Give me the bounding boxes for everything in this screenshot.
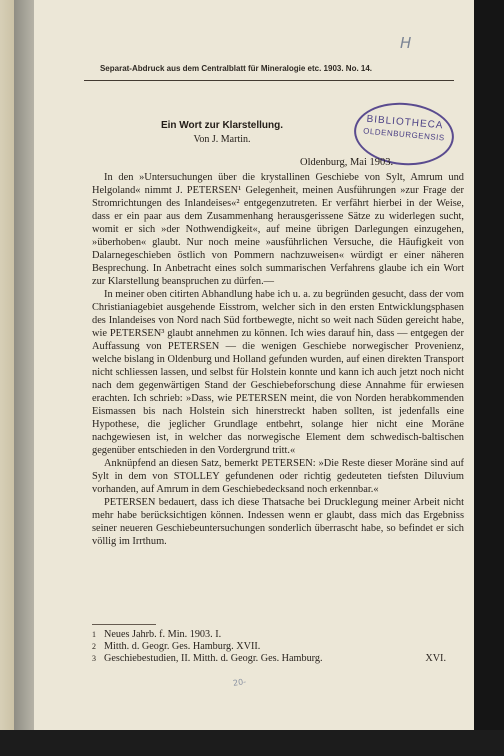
dateline: Oldenburg, Mai 1903. bbox=[300, 157, 394, 168]
pencil-annotation-bottom: 20- bbox=[232, 677, 247, 688]
footnotes bbox=[92, 629, 464, 665]
footnote-text: Mitth. d. Geogr. Ges. Hamburg. XVII. bbox=[104, 641, 261, 652]
pencil-annotation-top: H bbox=[400, 34, 412, 52]
book-spine bbox=[14, 0, 34, 730]
article-title: Ein Wort zur Klarstellung. bbox=[160, 120, 284, 131]
stamp-line-2: OLDENBURGENSIS bbox=[362, 126, 446, 143]
paragraph-3: Anknüpfend an diesen Satz, bemerkt PETERSEN: »Die Reste dieser Moräne sind auf Sylt in dem von STOLLEY gefundenen oder richtig gedeuteten tiefsten Diluvium vorhanden, auf Amrum in dem Geschiebedecksand noch erkennbar.« bbox=[92, 458, 464, 495]
stamp-line-1: BIBLIOTHECA bbox=[366, 113, 444, 132]
footnote-number: 3 bbox=[92, 654, 96, 663]
footnote-1 bbox=[92, 629, 464, 641]
paragraph-1: In den »Untersuchungen über die krystallinen Geschiebe von Sylt, Amrum und Helgoland« nimmt J. PETERSEN¹ Gelegenheit, meinen Ausführungen »zur Frage der Stromrichtungen des Inlandeises«² entgegenzutreten. Er verfährt hierbei in der Weise, dass er ein paar aus dem Zusammenhang herausgerissene Sätze zu widerlegen sucht, womit er sich »der Nothwendigkeit«, auf meine übrigen Darlegungen einzugehen, »überhoben« glaubt. Nur noch meine »ausführlichen Versuche, die Häufigkeit von Dalarnegeschieben östlich von Pommern nachzuweisen« würdigt er einer näheren Besprechung. In Anbetracht eines solch summarischen Verfahrens glaube ich ein Wort zur Klarstellung beanspruchen zu dürfen.— bbox=[92, 172, 464, 287]
scan-background-bottom bbox=[0, 730, 504, 756]
scan-background-right bbox=[474, 0, 504, 756]
scan-background-left bbox=[0, 0, 14, 756]
paragraph-2: In meiner oben citirten Abhandlung habe ich u. a. zu begründen gesucht, dass der vom Christianiagebiet ausgehende Eisstrom, welcher sich in den ersten Entwicklungsphasen des Inlandeises von Nord nach Süd fortbewegte, nicht so weit nach Süden gereicht habe, wie PETERSEN³ glaubt annehmen zu können. Ich wies darauf hin, dass — entgegen der Auffassung von PETERSEN — die wenigen Geschiebe norwegischer Provenienz, welche bislang in Oldenburg und Holland gefunden wurden, auf einen direkten Transport nicht schliessen lassen, und selbst für Holstein konnte und kann ich auch jetzt noch nicht nach dem gegenwärtigen Stand der Geschiebeforschung diese Annahme für erwiesen erachten. Ich schrieb: »Dass, wie PETERSEN meint, die von Norden herabkommenden Eismassen bis nach Holstein sich hinerstreckt haben sollten, ist jedenfalls eine Hypothese, die jeglicher Grundlage entbehrt, solange hier nicht eine Moräne nachgewiesen ist, in welcher das norwegische Element dem schwedisch-baltischen gegenüber entschieden in den Vordergrund tritt.« bbox=[92, 289, 464, 456]
footnote-text: Neues Jahrb. f. Min. 1903. I. bbox=[104, 629, 222, 640]
footnote-text: Geschiebestudien, II. Mitth. d. Geogr. Ges. Hamburg. bbox=[104, 653, 323, 664]
footnote-number: 1 bbox=[92, 630, 96, 639]
paragraph-4: PETERSEN bedauert, dass ich diese Thatsache bei Drucklegung meiner Arbeit nicht mehr habe berücksichtigen können. Indessen wenn er glaubt, dass mich das Ergebniss seiner neueren Geschiebeuntersuchungen sonderlich überrascht habe, so befindet er sich völlig im Irrthum. bbox=[92, 497, 464, 547]
footnote-rule bbox=[92, 624, 156, 625]
footnote-number: 2 bbox=[92, 642, 96, 651]
header-rule bbox=[84, 80, 454, 81]
footnote-2 bbox=[92, 641, 464, 653]
article-author: Von J. Martin. bbox=[193, 134, 251, 145]
offprint-header: Separat-Abdruck aus dem Centralblatt für Mineralogie etc. 1903. No. 14. bbox=[99, 64, 373, 73]
footnote-3 bbox=[92, 653, 464, 665]
article-body bbox=[92, 171, 464, 548]
footnote-tail: XVI. bbox=[425, 653, 446, 664]
